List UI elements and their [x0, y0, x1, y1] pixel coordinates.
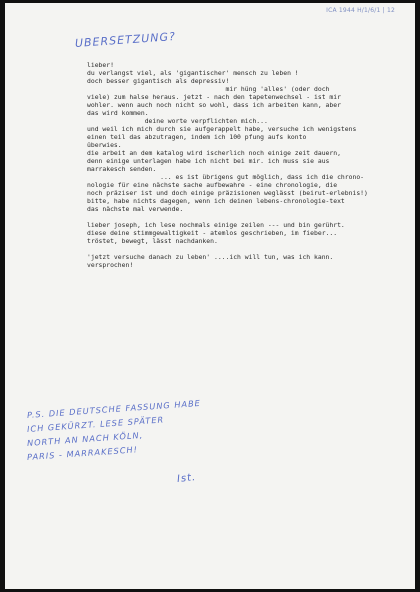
letter-line: wohler. wenn auch noch nicht so wohl, dass ich arbeiten kann, aber	[87, 101, 341, 109]
archive-stamp: ICA 1944 H/1/6/1 | 12	[326, 7, 395, 14]
signature: Ist.	[176, 472, 197, 485]
letter-line: das nächste mal verwende.	[87, 205, 184, 213]
letter-line: marrakesch senden.	[87, 165, 157, 173]
letter-line	[87, 245, 387, 253]
letter-line: denn einige unterlagen habe ich nicht bei mir. ich muss sie aus	[87, 157, 330, 165]
letter-line: versprochen!	[87, 261, 134, 269]
postscript-line: PARIS - MARRAKESCH!	[26, 444, 139, 462]
handwritten-postscript	[26, 397, 267, 464]
letter-line: nologie für eine nächste sache aufbewahre - eine chronologie, die	[87, 181, 338, 189]
letter-line: mir hüng 'alles' (oder doch	[87, 85, 330, 93]
letter-line: bitte, habe nichts dagegen, wenn ich deinen lebens-chronologie-text	[87, 197, 345, 205]
postscript-line: NORTH AN NACH KÖLN,	[26, 429, 144, 448]
letter-line: einen teil das abzutragen, indem ich 100 pfung aufs konto	[87, 133, 307, 141]
letter-line: tröstet, bewegt, lässt nachdanken.	[87, 237, 218, 245]
letter-line: viele) zum halse heraus. jetzt - nach den tapetenwechsel - ist mir	[87, 93, 341, 101]
letter-line: 'jetzt versuche danach zu leben' ....ich will tun, was ich kann.	[87, 253, 334, 261]
letter-line: lieber joseph, ich lese nochmals einige zeilen --- und bin gerührt.	[87, 221, 345, 229]
letter-line: deine worte verpflichten mich...	[87, 117, 268, 125]
letter-line	[87, 213, 387, 221]
postscript-line: ICH GEKÜRZT. LESE SPÄTER	[26, 414, 165, 434]
letter-line: ... es ist übrigens gut möglich, dass ich die chrono-	[87, 173, 365, 181]
typed-letter-body	[87, 61, 387, 269]
letter-line: doch besser gigantisch als depressiv!	[87, 77, 230, 85]
handwritten-heading: UBERSETZUNG?	[74, 29, 177, 50]
letter-line: die arbeit an dem katalog wird ischerlich noch einige zeit dauern,	[87, 149, 341, 157]
letter-line: lieber!	[87, 61, 114, 69]
letter-line: noch präziser ist und doch einige präzisionen weglässt (beirut-erlebnis!)	[87, 189, 368, 197]
letter-line: und weil ich mich durch sie aufgerappelt habe, versuche ich wenigstens	[87, 125, 357, 133]
letter-page	[5, 3, 415, 589]
letter-line: überwies.	[87, 141, 122, 149]
letter-line: das wird kommen.	[87, 109, 149, 117]
letter-line: diese deine stimmgewaltigkeit - atemlos geschrieben, im fieber...	[87, 229, 338, 237]
postscript-line: P.S. DIE DEUTSCHE FASSUNG HABE	[26, 397, 202, 420]
letter-line: du verlangst viel, als 'gigantischer' mensch zu leben !	[87, 69, 299, 77]
